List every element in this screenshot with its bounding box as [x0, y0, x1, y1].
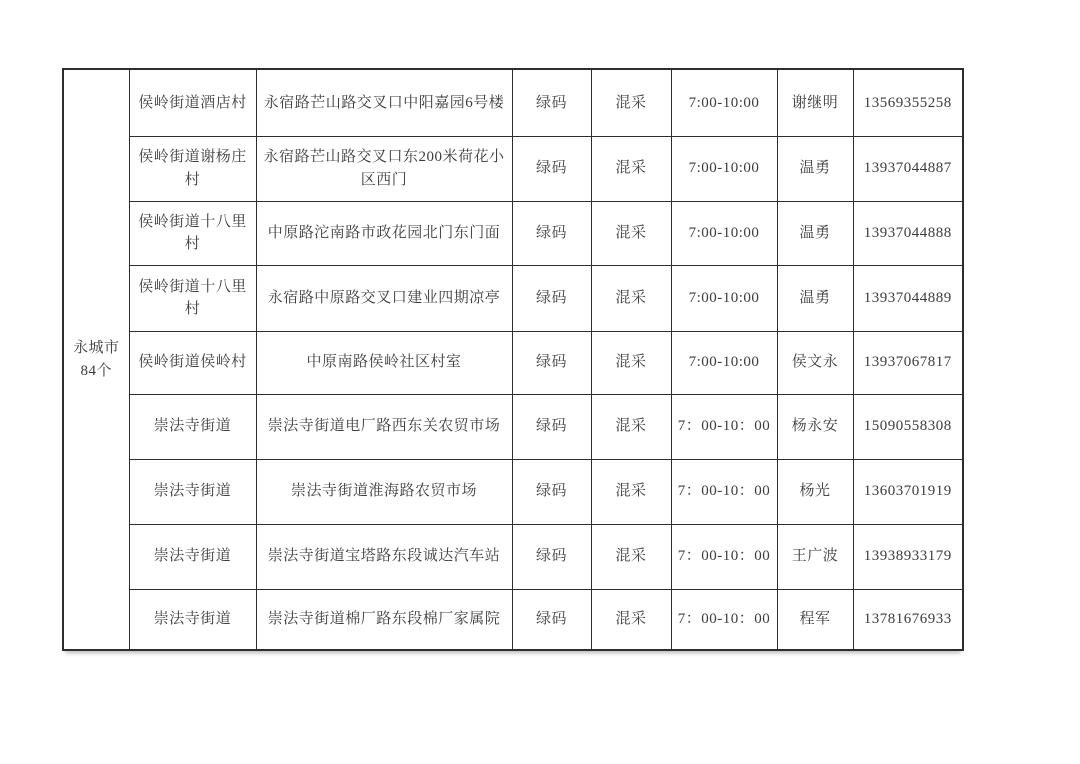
sampling-type-cell: 混采	[591, 136, 671, 201]
contact-name-cell: 杨永安	[777, 394, 853, 459]
health-code-cell: 绿码	[512, 69, 591, 136]
address-cell: 崇法寺街道淮海路农贸市场	[256, 459, 512, 524]
phone-number-cell: 13937044887	[853, 136, 963, 201]
site-name-cell: 侯岭街道侯岭村	[129, 331, 256, 394]
table-row	[63, 394, 963, 459]
contact-name-cell: 王广波	[777, 524, 853, 589]
address-cell: 永宿路中原路交叉口建业四期凉亭	[256, 265, 512, 331]
site-name-cell: 侯岭街道酒店村	[129, 69, 256, 136]
phone-number-cell: 13938933179	[853, 524, 963, 589]
phone-number-cell: 13569355258	[853, 69, 963, 136]
address-cell: 永宿路芒山路交叉口中阳嘉园6号楼	[256, 69, 512, 136]
table-row	[63, 589, 963, 650]
table-row	[63, 136, 963, 201]
phone-number-cell: 13781676933	[853, 589, 963, 650]
service-time-cell: 7:00-10:00	[671, 201, 777, 265]
phone-number-cell: 13937044888	[853, 201, 963, 265]
phone-number-cell: 13937044889	[853, 265, 963, 331]
health-code-cell: 绿码	[512, 136, 591, 201]
health-code-cell: 绿码	[512, 201, 591, 265]
site-name-cell: 崇法寺街道	[129, 459, 256, 524]
site-name-cell: 崇法寺街道	[129, 589, 256, 650]
region-count: 84个	[80, 362, 112, 379]
contact-name-cell: 温勇	[777, 201, 853, 265]
table-row	[63, 459, 963, 524]
site-name-cell: 侯岭街道十八里村	[129, 201, 256, 265]
contact-name-cell: 侯文永	[777, 331, 853, 394]
site-name-cell: 侯岭街道谢杨庄村	[129, 136, 256, 201]
health-code-cell: 绿码	[512, 394, 591, 459]
sampling-type-cell: 混采	[591, 524, 671, 589]
address-cell: 中原路沱南路市政花园北门东门面	[256, 201, 512, 265]
address-cell: 中原南路侯岭社区村室	[256, 331, 512, 394]
sampling-type-cell: 混采	[591, 201, 671, 265]
service-time-cell: 7:00-10:00	[671, 69, 777, 136]
service-time-cell: 7：00-10：00	[671, 394, 777, 459]
site-name-cell: 侯岭街道十八里村	[129, 265, 256, 331]
service-time-cell: 7:00-10:00	[671, 331, 777, 394]
contact-name-cell: 温勇	[777, 265, 853, 331]
table-row	[63, 265, 963, 331]
phone-number-cell: 13603701919	[853, 459, 963, 524]
contact-name-cell: 谢继明	[777, 69, 853, 136]
service-time-cell: 7:00-10:00	[671, 136, 777, 201]
table-row	[63, 69, 963, 136]
address-cell: 永宿路芒山路交叉口东200米荷花小区西门	[256, 136, 512, 201]
sampling-type-cell: 混采	[591, 331, 671, 394]
table-row	[63, 524, 963, 589]
sampling-type-cell: 混采	[591, 69, 671, 136]
health-code-cell: 绿码	[512, 589, 591, 650]
health-code-cell: 绿码	[512, 331, 591, 394]
health-code-cell: 绿码	[512, 265, 591, 331]
sampling-type-cell: 混采	[591, 265, 671, 331]
address-cell: 崇法寺街道棉厂路东段棉厂家属院	[256, 589, 512, 650]
contact-name-cell: 温勇	[777, 136, 853, 201]
site-name-cell: 崇法寺街道	[129, 524, 256, 589]
service-time-cell: 7：00-10：00	[671, 589, 777, 650]
service-time-cell: 7:00-10:00	[671, 265, 777, 331]
health-code-cell: 绿码	[512, 524, 591, 589]
address-cell: 崇法寺街道电厂路西东关农贸市场	[256, 394, 512, 459]
service-time-cell: 7：00-10：00	[671, 459, 777, 524]
phone-number-cell: 13937067817	[853, 331, 963, 394]
region-name: 永城市	[72, 340, 120, 356]
sampling-type-cell: 混采	[591, 394, 671, 459]
region-cell	[63, 69, 129, 650]
sampling-type-cell: 混采	[591, 459, 671, 524]
address-cell: 崇法寺街道宝塔路东段诚达汽车站	[256, 524, 512, 589]
sampling-type-cell: 混采	[591, 589, 671, 650]
table-row	[63, 331, 963, 394]
phone-number-cell: 15090558308	[853, 394, 963, 459]
site-name-cell: 崇法寺街道	[129, 394, 256, 459]
contact-name-cell: 杨光	[777, 459, 853, 524]
table-row	[63, 201, 963, 265]
contact-name-cell: 程军	[777, 589, 853, 650]
testing-sites-table	[62, 68, 964, 651]
health-code-cell: 绿码	[512, 459, 591, 524]
service-time-cell: 7：00-10：00	[671, 524, 777, 589]
